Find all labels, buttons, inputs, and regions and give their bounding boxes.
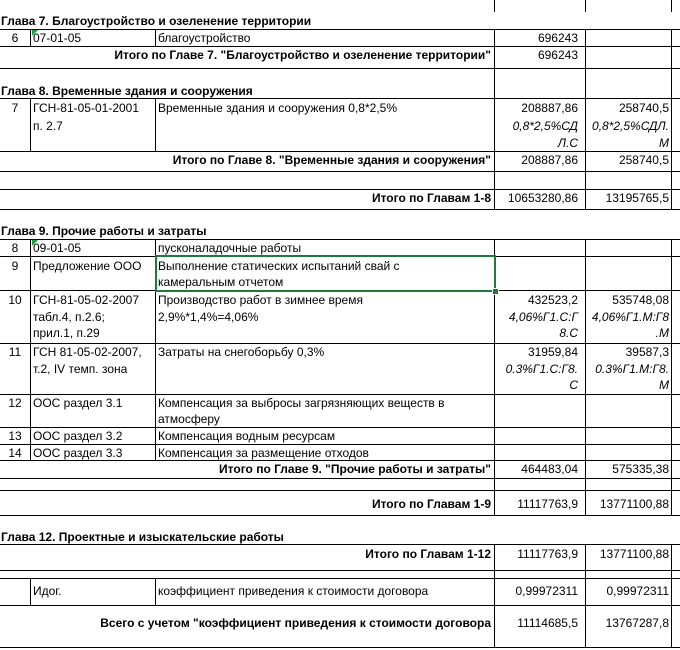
item-name[interactable]: Компенсация за размещение отходов xyxy=(158,446,369,460)
cost-formula-2[interactable]: 0,8*2,5%СДЛ. xyxy=(592,119,669,133)
cost-value[interactable]: 696243 xyxy=(537,31,578,45)
item-code-detail[interactable]: табл.4, п.2.6; xyxy=(33,310,105,324)
cost-value-2[interactable]: 258740,5 xyxy=(618,101,669,115)
cost-formula-2[interactable]: М xyxy=(659,136,669,150)
sum-1-9-value[interactable]: 11117763,9 xyxy=(517,497,578,511)
gridline xyxy=(155,29,156,46)
gridline xyxy=(585,29,586,98)
row-number[interactable]: 13 xyxy=(8,429,22,443)
row-number[interactable]: 7 xyxy=(11,101,19,115)
chapter-7-header[interactable]: Глава 7. Благоустройство и озеленение территории xyxy=(1,14,312,28)
row-number[interactable]: 11 xyxy=(8,345,22,359)
cost-formula[interactable]: С xyxy=(569,378,578,392)
gridline xyxy=(0,239,680,240)
gridline xyxy=(671,544,672,647)
gridline xyxy=(0,46,680,47)
item-code[interactable]: Идог. xyxy=(33,584,62,598)
gridline xyxy=(0,490,680,491)
chapter-8-total-value-2[interactable]: 258740,5 xyxy=(618,153,669,167)
row-number[interactable]: 14 xyxy=(8,446,22,460)
sum-1-9-value-2[interactable]: 13771100,88 xyxy=(599,497,669,511)
item-code[interactable]: ООС раздел 3.2 xyxy=(33,429,123,443)
gridline xyxy=(671,98,672,209)
item-name[interactable]: Производство работ в зимнее время xyxy=(158,293,363,307)
gridline xyxy=(0,578,680,579)
gridline xyxy=(671,0,672,12)
cost-value[interactable]: 208887,86 xyxy=(521,101,578,115)
sum-1-9-label[interactable]: Итого по Главам 1-9 xyxy=(371,497,491,511)
gridline xyxy=(0,29,680,30)
chapter-9-header[interactable]: Глава 9. Прочие работы и затраты xyxy=(1,224,207,238)
sum-1-12-value-2[interactable]: 13771100,88 xyxy=(599,547,669,561)
item-code[interactable]: Предложение ООО xyxy=(33,259,142,273)
grand-total-value[interactable]: 11114685,5 xyxy=(517,616,578,630)
grand-total-value-2[interactable]: 13767287,8 xyxy=(605,616,669,630)
gridline xyxy=(0,544,680,545)
item-code[interactable]: ГСН 81-05-02-2007, xyxy=(33,345,142,359)
gridline xyxy=(155,98,156,151)
sum-1-8-value-2[interactable]: 13195765,5 xyxy=(605,191,669,205)
item-code-detail[interactable]: прил.1, п.29 xyxy=(33,326,100,340)
gridline xyxy=(30,98,31,151)
item-name[interactable]: коэффициент приведения к стоимости договора xyxy=(158,584,429,598)
gridline xyxy=(0,605,680,606)
item-code-detail[interactable]: т.2, IV темп. зона xyxy=(33,362,128,376)
row-number[interactable]: 12 xyxy=(8,396,22,410)
item-name-line-2[interactable]: 2,9%*1,4%=4,06% xyxy=(158,310,259,324)
grand-total-label[interactable]: Всего с учетом "коэффициент приведения к стоимости договора xyxy=(100,616,491,630)
item-name[interactable]: пусконаладочные работы xyxy=(158,241,302,255)
gridline xyxy=(671,239,672,515)
item-name[interactable]: Компенсация за выбросы загрязняющих веществ в xyxy=(158,396,445,410)
item-name[interactable]: Компенсация водным ресурсам xyxy=(158,429,336,443)
row-number[interactable]: 9 xyxy=(11,259,19,273)
item-code[interactable]: 09-01-05 xyxy=(33,241,82,255)
gridline xyxy=(0,343,680,344)
item-name-line-2[interactable]: камеральным отчетом xyxy=(158,275,284,289)
fill-handle[interactable] xyxy=(492,288,499,295)
gridline xyxy=(0,394,680,395)
item-code[interactable]: ГСН-81-05-01-2001 xyxy=(33,101,140,115)
item-code[interactable]: ООС раздел 3.1 xyxy=(33,396,123,410)
row-number[interactable]: 6 xyxy=(11,31,19,45)
gridline xyxy=(0,460,680,461)
cost-value-2[interactable]: 535748,08 xyxy=(612,293,669,307)
cost-formula[interactable]: 0.3%Г1.С:Г8. xyxy=(505,362,578,376)
gridline xyxy=(0,515,680,516)
item-code-detail[interactable]: п. 2.7 xyxy=(33,119,63,133)
gridline xyxy=(0,171,680,172)
gridline xyxy=(30,578,31,605)
coefficient-value-2[interactable]: 0,99972311 xyxy=(606,584,669,598)
chapter-12-header[interactable]: Глава 12. Проектные и изыскательские работы xyxy=(1,530,284,544)
coefficient-value[interactable]: 0,99972311 xyxy=(515,584,578,598)
chapter-8-total-label[interactable]: Итого по Главе 8. "Временные здания и сооружения" xyxy=(172,153,491,167)
gridline xyxy=(30,239,31,460)
cost-formula-2[interactable]: М xyxy=(659,378,669,392)
gridline xyxy=(0,189,680,190)
chapter-9-total-value[interactable]: 464483,04 xyxy=(521,462,578,476)
gridline xyxy=(585,0,586,12)
item-name[interactable]: Временные здания и сооружения 0,8*2,5% xyxy=(158,101,397,115)
sum-1-8-value[interactable]: 10653280,86 xyxy=(507,191,578,205)
gridline xyxy=(0,209,680,210)
cost-value[interactable]: 432523,2 xyxy=(527,293,578,307)
cost-formula[interactable]: Л.С xyxy=(557,136,578,150)
gridline xyxy=(671,29,672,98)
item-code[interactable]: ООС раздел 3.3 xyxy=(33,446,123,460)
cost-formula-2[interactable]: .М xyxy=(655,326,669,340)
gridline xyxy=(0,444,680,445)
chapter-9-total-label[interactable]: Итого по Главе 9. "Прочие работы и затраты" xyxy=(219,462,491,476)
gridline xyxy=(0,647,680,648)
row-number[interactable]: 8 xyxy=(11,241,19,255)
sum-1-8-label[interactable]: Итого по Главам 1-8 xyxy=(371,191,491,205)
gridline xyxy=(0,68,680,69)
sum-1-12-label[interactable]: Итого по Главам 1-12 xyxy=(365,547,491,561)
cost-formula[interactable]: 8.С xyxy=(559,326,578,340)
chapter-8-total-value[interactable]: 208887,86 xyxy=(521,153,578,167)
item-name[interactable]: Выполнение статических испытаний свай с xyxy=(158,259,400,273)
gridline xyxy=(155,578,156,605)
cost-formula[interactable]: 0,8*2,5%СД xyxy=(512,119,578,133)
cost-formula-2[interactable]: 0.3%Г1.М:Г8. xyxy=(595,362,669,376)
gridline xyxy=(30,29,31,46)
chapter-9-total-value-2[interactable]: 575335,38 xyxy=(612,462,669,476)
chapter-8-header[interactable]: Глава 8. Временные здания и сооружения xyxy=(1,84,253,98)
item-name[interactable]: Затраты на снегоборьбу 0,3% xyxy=(158,345,325,359)
cell-selection[interactable] xyxy=(155,255,496,292)
cost-formula-2[interactable]: 4,06%Г1.М:Г8 xyxy=(591,310,669,324)
gridline xyxy=(0,98,680,99)
item-code[interactable]: ГСН-81-05-02-2007 xyxy=(33,293,140,307)
gridline xyxy=(0,478,680,479)
sum-1-12-value[interactable]: 11117763,9 xyxy=(517,547,578,561)
cost-value[interactable]: 31959,84 xyxy=(527,345,578,359)
gridline xyxy=(0,570,680,571)
cost-formula[interactable]: 4,06%Г1.С:Г xyxy=(508,310,578,324)
cost-value-2[interactable]: 39587,3 xyxy=(625,345,669,359)
gridline xyxy=(0,427,680,428)
gridline xyxy=(0,151,680,152)
item-name-line-2[interactable]: атмосферу xyxy=(158,412,220,426)
chapter-7-total-value[interactable]: 696243 xyxy=(537,48,578,62)
chapter-7-total-label[interactable]: Итого по Главе 7. "Благоустройство и озеленение территории" xyxy=(114,48,491,62)
gridline xyxy=(494,0,495,12)
item-code[interactable]: 07-01-05 xyxy=(33,31,82,45)
row-number[interactable]: 10 xyxy=(8,293,22,307)
item-name[interactable]: благоустройство xyxy=(158,31,251,45)
